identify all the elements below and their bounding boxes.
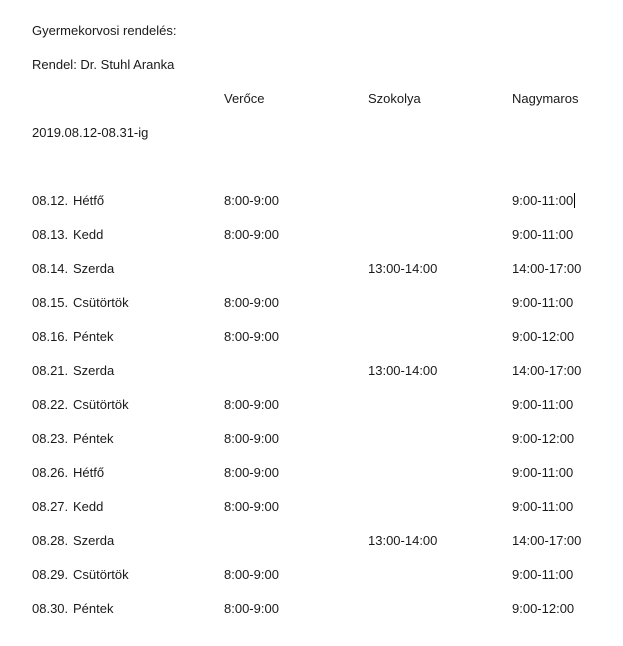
row-nagymaros-hours: 9:00-11:00 (512, 465, 574, 480)
row-day: Szerda (73, 363, 115, 378)
row-veroce-hours: 8:00-9:00 (224, 499, 279, 514)
row-day: Csütörtök (73, 295, 129, 310)
row-date: 08.29. (32, 567, 69, 582)
row-date: 08.13. (32, 227, 69, 242)
row-veroce-hours: 8:00-9:00 (224, 193, 279, 208)
row-date: 08.27. (32, 499, 69, 514)
row-day: Szerda (73, 261, 115, 276)
row-nagymaros-hours: 14:00-17:00 (512, 363, 582, 378)
row-day: Szerda (73, 533, 115, 548)
row-veroce-hours: 8:00-9:00 (224, 397, 279, 412)
row-date: 08.21. (32, 363, 69, 378)
row-szokolya-hours: 13:00-14:00 (368, 363, 438, 378)
row-szokolya-hours: 13:00-14:00 (368, 261, 438, 276)
row-date: 08.12. (32, 193, 69, 208)
row-day: Csütörtök (73, 567, 129, 582)
row-day: Péntek (73, 601, 114, 616)
row-nagymaros-hours: 9:00-11:00 (512, 499, 574, 514)
document-heading: Gyermekorvosi rendelés: (32, 23, 177, 38)
column-header-szokolya: Szokolya (368, 91, 421, 106)
row-veroce-hours: 8:00-9:00 (224, 227, 279, 242)
row-nagymaros-hours: 9:00-11:00 (512, 193, 574, 208)
row-nagymaros-hours: 9:00-12:00 (512, 601, 575, 616)
row-date: 08.22. (32, 397, 69, 412)
column-header-veroce: Verőce (224, 91, 265, 106)
row-nagymaros-hours: 9:00-12:00 (512, 329, 575, 344)
row-day: Péntek (73, 329, 114, 344)
row-day: Péntek (73, 431, 114, 446)
row-szokolya-hours: 13:00-14:00 (368, 533, 438, 548)
row-date: 08.28. (32, 533, 69, 548)
row-nagymaros-hours: 14:00-17:00 (512, 261, 582, 276)
column-header-nagymaros: Nagymaros (512, 91, 579, 106)
row-day: Hétfő (73, 465, 105, 480)
row-day: Csütörtök (73, 397, 129, 412)
row-date: 08.26. (32, 465, 69, 480)
row-date: 08.30. (32, 601, 69, 616)
doctor-line: Rendel: Dr. Stuhl Aranka (32, 57, 175, 72)
period-line: 2019.08.12-08.31-ig (32, 125, 149, 140)
row-nagymaros-hours: 9:00-12:00 (512, 431, 575, 446)
row-day: Hétfő (73, 193, 105, 208)
row-date: 08.23. (32, 431, 69, 446)
row-date: 08.16. (32, 329, 69, 344)
text-cursor (574, 193, 575, 208)
row-veroce-hours: 8:00-9:00 (224, 465, 279, 480)
row-veroce-hours: 8:00-9:00 (224, 601, 279, 616)
row-day: Kedd (73, 227, 104, 242)
row-day: Kedd (73, 499, 104, 514)
row-nagymaros-hours: 14:00-17:00 (512, 533, 582, 548)
row-veroce-hours: 8:00-9:00 (224, 567, 279, 582)
row-nagymaros-hours: 9:00-11:00 (512, 227, 574, 242)
row-nagymaros-hours: 9:00-11:00 (512, 567, 574, 582)
row-veroce-hours: 8:00-9:00 (224, 431, 279, 446)
row-date: 08.15. (32, 295, 69, 310)
row-date: 08.14. (32, 261, 69, 276)
row-veroce-hours: 8:00-9:00 (224, 295, 279, 310)
row-nagymaros-hours: 9:00-11:00 (512, 295, 574, 310)
row-veroce-hours: 8:00-9:00 (224, 329, 279, 344)
row-nagymaros-hours: 9:00-11:00 (512, 397, 574, 412)
